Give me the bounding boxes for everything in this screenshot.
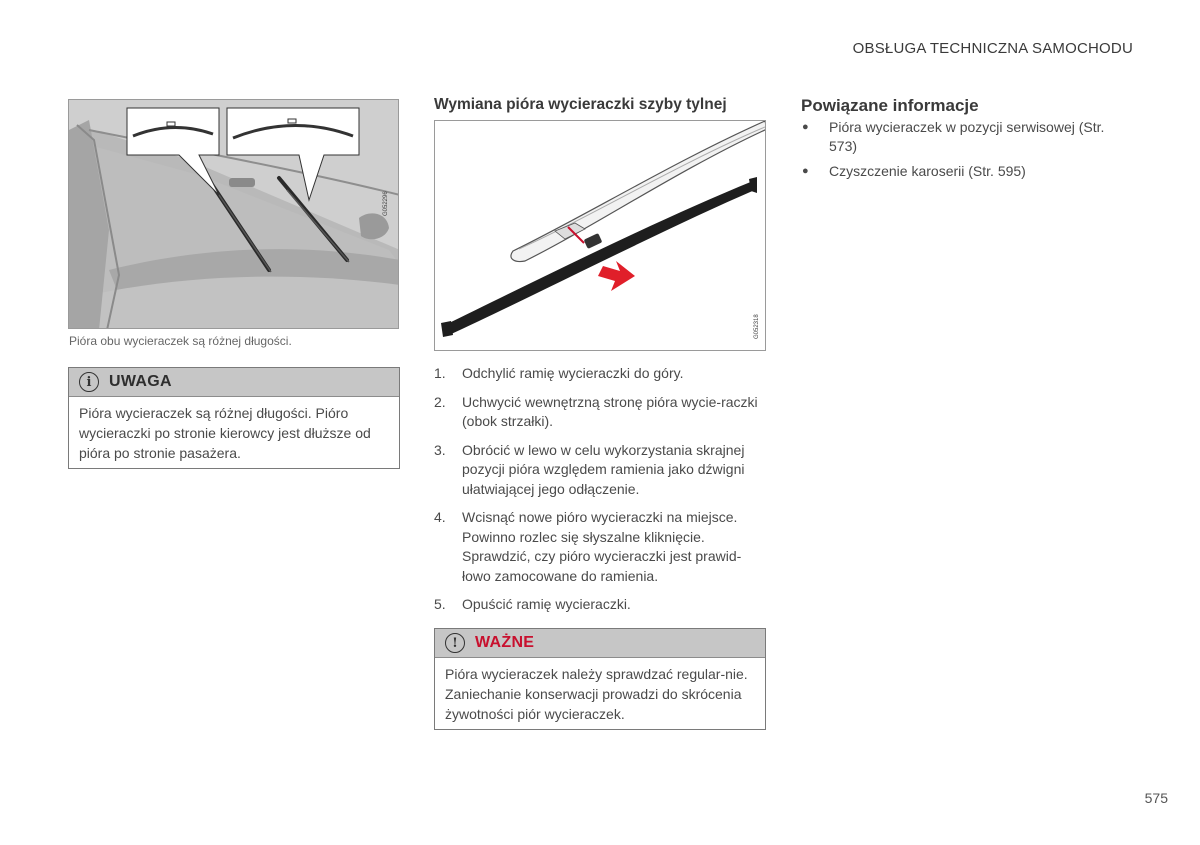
rear-wiper-illustration bbox=[434, 120, 766, 351]
warning-header bbox=[435, 629, 765, 658]
list-item: 4. Wcisnąć nowe pióro wycieraczki na miejsce. Powinno rozlec się słyszalne kliknięcie. Sprawdzić, czy pióro wycieraczki jest prawid-łowo zamocowane do ramienia. bbox=[434, 509, 742, 584]
bullet-icon: ● bbox=[802, 165, 809, 177]
bullet-icon: ● bbox=[802, 121, 809, 133]
related-link[interactable]: ● Czyszczenie karoserii (Str. 595) bbox=[802, 163, 1026, 179]
note-header bbox=[69, 368, 399, 397]
note-title: UWAGA bbox=[109, 373, 172, 390]
page-number: 575 bbox=[1144, 790, 1168, 806]
list-item: 2. Uchwycić wewnętrzną stronę pióra wycie-raczki (obok strzałki). bbox=[434, 393, 758, 429]
windshield-wipers-illustration bbox=[68, 99, 399, 329]
list-item: 3. Obrócić w lewo w celu wykorzystania skrajnej pozycji pióra względem ramienia jako dźwigni ułatwiającej jego odłączenie. bbox=[434, 441, 745, 497]
note-body: Pióra wycieraczek są różnej długości. Pióro wycieraczki po stronie kierowcy jest dłuższe od pióra po stronie pasażera. bbox=[79, 405, 371, 461]
steps-list bbox=[434, 364, 766, 624]
related-link[interactable]: ● Pióra wycieraczek w pozycji serwisowej (Str. 573) bbox=[802, 119, 1105, 154]
rear-wiper-heading: Wymiana pióra wycieraczki szyby tylnej bbox=[434, 96, 727, 113]
section-title: OBSŁUGA TECHNICZNA SAMOCHODU bbox=[852, 40, 1133, 57]
exclamation-icon: ! bbox=[445, 633, 465, 653]
list-item: 5. Opuścić ramię wycieraczki. bbox=[434, 596, 631, 612]
figure-caption: Pióra obu wycieraczek są różnej długości. bbox=[69, 334, 292, 348]
related-heading: Powiązane informacje bbox=[801, 96, 979, 115]
warning-title: WAŻNE bbox=[475, 634, 535, 651]
warning-body: Pióra wycieraczek należy sprawdzać regular-nie. Zaniechanie konserwacji prowadzi do skrócenia żywotności piór wycieraczek. bbox=[445, 666, 748, 722]
note-box bbox=[68, 367, 400, 469]
list-item: 1. Odchylić ramię wycieraczki do góry. bbox=[434, 365, 684, 381]
figure-code: G052296 bbox=[383, 191, 389, 216]
info-icon: i bbox=[79, 372, 99, 392]
warning-box bbox=[434, 628, 766, 730]
figure-code: G052318 bbox=[754, 314, 760, 339]
related-list bbox=[801, 118, 1111, 187]
